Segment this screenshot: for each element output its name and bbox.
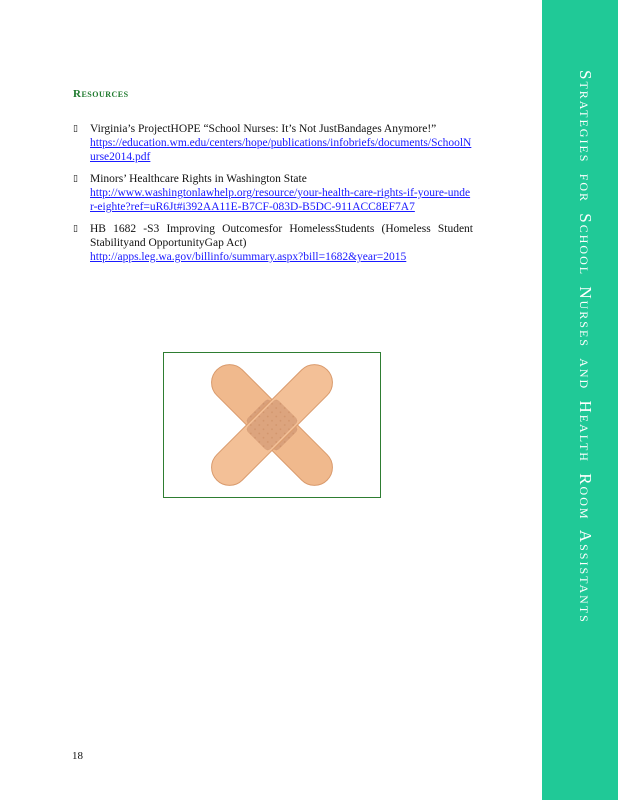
reference-text: Minors’ Healthcare Rights in Washington State	[90, 173, 307, 185]
reference-text: Virginia’s ProjectHOPE “School Nurses: It’s Not JustBandages Anymore!”	[90, 123, 437, 135]
bullet-icon: ▯	[73, 124, 78, 134]
reference-link[interactable]: http://apps.leg.wa.gov/billinfo/summary.aspx?bill=1682&year=2015	[90, 251, 407, 263]
reference-link[interactable]: http://www.washingtonlawhelp.org/resource/your-health-care-rights-if-youre-under-eighte?ref=uR6Jt#i392AA11E-B7CF-083D-B5DC-911ACC8EF7A7	[90, 187, 471, 213]
reference-item	[73, 122, 473, 164]
page-number: 18	[72, 750, 83, 762]
crossed-bandages-icon	[164, 353, 380, 497]
reference-item	[73, 172, 473, 214]
bullet-icon: ▯	[73, 224, 78, 234]
reference-link[interactable]: https://education.wm.edu/centers/hope/publications/infobriefs/documents/SchoolNurse2014.pdf	[90, 137, 472, 163]
bullet-icon: ▯	[73, 174, 78, 184]
sidebar-title: Strategies for School Nurses and Health Room Assistants	[576, 70, 595, 624]
reference-text: HB 1682 -S3 Improving Outcomesfor HomelessStudents (Homeless Student Stabilityand OpportunityGap Act)	[90, 223, 473, 249]
references-list	[73, 122, 473, 272]
reference-item	[73, 222, 473, 264]
bandage-image-frame	[163, 352, 381, 498]
section-heading: Resources	[73, 88, 129, 100]
